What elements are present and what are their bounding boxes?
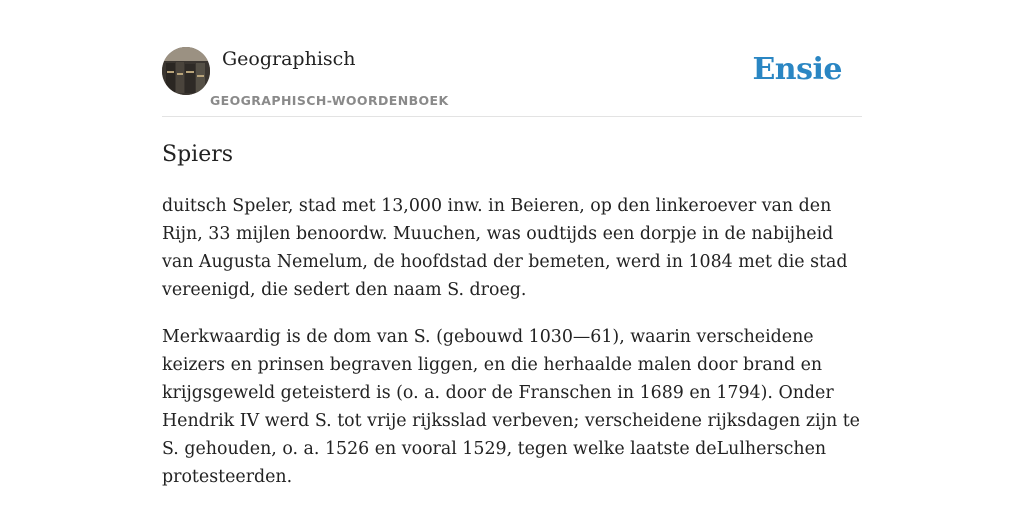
source-avatar[interactable]: [162, 47, 210, 95]
book-spines-icon: [162, 47, 210, 95]
ensie-logo[interactable]: Ensie: [752, 52, 842, 87]
entry-title: Spiers: [162, 142, 234, 167]
source-slug[interactable]: GEOGRAPHISCH-WOORDENBOEK: [210, 93, 449, 108]
source-header: [162, 46, 862, 117]
entry-paragraph: Merkwaardig is de dom van S. (gebouwd 1030—61), waarin verscheidene keizers en prinsen begraven liggen, en die herhaalde malen door brand en krijgsgeweld geteisterd is (o. a. door de Franschen in 1689 en 1794). Onder Hendrik IV werd S. tot vrije rijksslad verbeven; verscheidene rijksdagen zijn te S. gehouden, o. a. 1526 en vooral 1529, tegen welke laatste deLulherschen protesteerden.: [162, 327, 860, 487]
entry-body: [162, 192, 868, 510]
entry-paragraph: duitsch Speler, stad met 13,000 inw. in Beieren, op den linkeroever van den Rijn, 33 mijlen benoordw. Muuchen, was oudtijds een dorpje in de nabijheid van Augusta Nemelum, de hoofdstad der bemeten, werd in 1084 met die stad vereenigd, die sedert den naam S. droeg.: [162, 196, 848, 300]
source-name[interactable]: Geographisch: [222, 48, 356, 70]
